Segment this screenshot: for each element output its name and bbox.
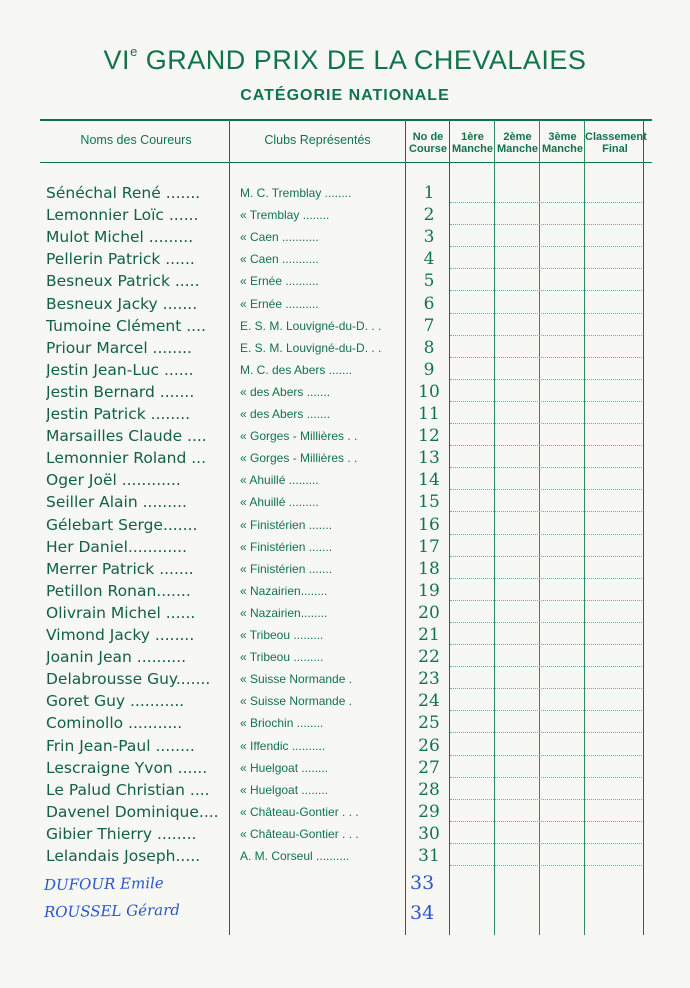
- table-row: [0, 182, 690, 204]
- result-row-guide: [450, 600, 642, 601]
- result-row-guide: [450, 423, 642, 424]
- rider-name: Lescraigne Yvon ......: [46, 758, 208, 777]
- club-name: « Nazairien........: [240, 605, 328, 620]
- table-row: [0, 580, 690, 602]
- race-number: 10: [418, 381, 440, 402]
- race-number: 2: [423, 205, 435, 226]
- club-name: « Gorges - Millières . .: [240, 451, 358, 466]
- header-classement-final: [585, 131, 645, 155]
- header-no-course-line1: No de: [412, 131, 444, 143]
- table-row: [0, 204, 690, 226]
- race-number: 1: [423, 183, 435, 203]
- rider-name: Seiller Alain .........: [46, 493, 187, 512]
- table-row: [0, 381, 690, 403]
- rider-name: Gélebart Serge.......: [46, 515, 198, 534]
- club-name: « Iffendic ..........: [240, 738, 326, 753]
- header-manche-3-line2: Manche: [542, 143, 583, 155]
- handwritten-number: 34: [410, 902, 435, 924]
- club-name: « Huelgoat ........: [240, 760, 329, 775]
- result-row-guide: [450, 666, 642, 667]
- table-row: [0, 845, 690, 867]
- race-number: 7: [423, 315, 435, 336]
- club-name: « Tribeou .........: [240, 628, 324, 642]
- result-row-guide: [450, 556, 642, 557]
- result-row-guide: [450, 578, 642, 579]
- club-name: « Caen ...........: [240, 230, 319, 245]
- title-text: GRAND PRIX DE LA CHEVALAIES: [137, 45, 587, 75]
- rider-name: Frin Jean-Paul ........: [46, 736, 195, 755]
- result-row-guide: [450, 511, 642, 512]
- table-row: [0, 447, 690, 469]
- result-row-guide: [450, 534, 642, 535]
- rider-name: Jestin Jean-Luc ......: [46, 360, 194, 379]
- rider-name: Cominollo ...........: [46, 714, 183, 733]
- club-name: « Château-Gontier . . .: [240, 804, 359, 819]
- rider-name: Pellerin Patrick ......: [46, 250, 195, 269]
- table-row: [0, 425, 690, 447]
- race-number: 31: [418, 846, 440, 866]
- club-name: « Suisse Normande .: [240, 672, 353, 687]
- race-number: 3: [423, 227, 435, 248]
- rider-name: Marsailles Claude ....: [46, 427, 207, 446]
- race-number: 11: [418, 404, 440, 424]
- race-number: 8: [423, 337, 435, 358]
- title-numeral: VI: [103, 45, 131, 75]
- table-row: [0, 624, 690, 646]
- header-manche-2: [495, 131, 540, 155]
- table-row: [0, 668, 690, 690]
- race-number: 23: [418, 669, 440, 690]
- table-row: [0, 359, 690, 381]
- table-row: [0, 514, 690, 536]
- table-row: [0, 801, 690, 823]
- result-row-guide: [450, 732, 642, 733]
- rider-name: Gibier Thierry ........: [46, 824, 197, 843]
- rider-name: Lelandais Joseph.....: [46, 847, 201, 865]
- result-row-guide: [450, 865, 642, 866]
- rider-name: Davenel Dominique....: [46, 802, 219, 821]
- race-number: 13: [418, 448, 440, 469]
- table-row: [0, 823, 690, 845]
- club-name: M. C. Tremblay ........: [240, 186, 352, 200]
- club-name: « Tribeou .........: [240, 650, 324, 665]
- result-row-guide: [450, 489, 642, 490]
- result-row-guide: [450, 357, 642, 358]
- result-row-guide: [450, 821, 642, 822]
- result-row-guide: [450, 644, 642, 645]
- race-number: 22: [418, 647, 440, 668]
- header-manche-2-line1: 2ème: [503, 131, 532, 143]
- handwritten-name: DUFOUR Emile: [43, 873, 164, 895]
- race-number: 25: [418, 713, 440, 734]
- club-name: « Caen ...........: [240, 252, 319, 267]
- table-row: [0, 690, 690, 712]
- table-row: [0, 226, 690, 248]
- club-name: « Briochin ........: [240, 716, 324, 731]
- result-row-guide: [450, 379, 642, 380]
- result-row-guide: [450, 290, 642, 291]
- result-row-guide: [450, 313, 642, 314]
- club-name: E. S. M. Louvigné-du-D. . .: [240, 340, 382, 355]
- table-row: [0, 712, 690, 734]
- race-number: 16: [418, 514, 440, 535]
- race-number: 24: [418, 691, 440, 712]
- result-row-guide: [450, 755, 642, 756]
- race-number: 27: [418, 757, 440, 778]
- table-row: [0, 536, 690, 558]
- header-manche-3: [540, 131, 585, 155]
- table-row: [0, 646, 690, 668]
- header-manche-1: [450, 131, 495, 155]
- club-name: E. S. M. Louvigné-du-D. . .: [240, 318, 382, 333]
- race-number: 9: [423, 359, 435, 380]
- table-row: [0, 270, 690, 292]
- race-number: 15: [418, 492, 440, 513]
- result-row-guide: [450, 622, 642, 623]
- club-name: « des Abers .......: [240, 407, 331, 421]
- table-row: [0, 315, 690, 337]
- table-row: [0, 491, 690, 513]
- table-row: [0, 293, 690, 315]
- club-name: « Huelgoat ........: [240, 782, 329, 797]
- race-number: 28: [418, 779, 440, 800]
- rider-name: Le Palud Christian ....: [46, 780, 210, 799]
- result-row-guide: [450, 401, 642, 402]
- race-number: 30: [418, 823, 440, 844]
- result-row-guide: [450, 710, 642, 711]
- rider-name: Lemonnier Roland ...: [46, 449, 207, 468]
- club-name: « Ahuillé .........: [240, 495, 319, 510]
- rider-name: Besneux Patrick .....: [46, 272, 200, 291]
- club-name: « Gorges - Millières . .: [240, 429, 358, 444]
- race-number: 4: [423, 249, 435, 270]
- club-name: « des Abers .......: [240, 384, 331, 399]
- club-name: « Ernée ..........: [240, 296, 319, 311]
- result-row-guide: [450, 777, 642, 778]
- table-row: [0, 779, 690, 801]
- race-number: 6: [423, 293, 435, 314]
- club-name: A. M. Corseul ..........: [240, 849, 350, 863]
- rider-name: Vimond Jacky ........: [46, 626, 195, 644]
- club-name: « Finistérien .......: [240, 539, 333, 554]
- rider-name: Her Daniel............: [46, 537, 188, 556]
- result-row-guide: [450, 335, 642, 336]
- result-row-guide: [450, 799, 642, 800]
- race-number: 19: [418, 580, 440, 601]
- rider-name: Jestin Patrick ........: [46, 405, 191, 423]
- rider-name: Delabrousse Guy.......: [46, 670, 211, 689]
- rider-name: Priour Marcel ........: [46, 338, 192, 357]
- race-number: 12: [418, 426, 440, 447]
- rider-name: Jestin Bernard .......: [46, 382, 195, 401]
- rider-name: Besneux Jacky .......: [46, 294, 198, 313]
- table-row: [0, 735, 690, 757]
- result-row-guide: [450, 246, 642, 247]
- race-number: 5: [423, 271, 435, 292]
- club-name: « Nazairien........: [240, 583, 328, 598]
- handwritten-name: ROUSSEL Gérard: [43, 900, 181, 922]
- rider-name: Petillon Ronan.......: [46, 581, 191, 600]
- race-number: 17: [418, 536, 440, 557]
- rider-name: Merrer Patrick .......: [46, 559, 194, 578]
- handwritten-number: 33: [410, 872, 435, 894]
- result-row-guide: [450, 843, 642, 844]
- header-manche-2-line2: Manche: [497, 143, 538, 155]
- rider-name: Oger Joël ............: [46, 471, 181, 490]
- race-number: 18: [418, 558, 440, 579]
- rider-name: Olivrain Michel ......: [46, 603, 196, 622]
- header-no-course: [406, 131, 450, 155]
- table-row: [0, 337, 690, 359]
- race-number: 14: [418, 470, 440, 491]
- club-name: « Ernée ..........: [240, 274, 319, 289]
- page-title: [0, 44, 690, 76]
- table-row: [0, 558, 690, 580]
- table-row: [0, 469, 690, 491]
- rider-name: Lemonnier Loïc ......: [46, 206, 199, 225]
- result-row-guide: [450, 202, 642, 203]
- result-row-guide: [450, 467, 642, 468]
- table-row: [0, 757, 690, 779]
- header-noms: Noms des Coureurs: [80, 133, 192, 147]
- title-superscript: e: [130, 44, 138, 59]
- header-no-course-line2: Course: [409, 143, 447, 155]
- race-number: 29: [418, 801, 440, 822]
- header-manche-3-line1: 3ème: [548, 131, 577, 143]
- rider-name: Sénéchal René .......: [46, 184, 201, 202]
- race-number: 26: [418, 735, 440, 756]
- club-name: « Finistérien .......: [240, 561, 333, 576]
- table-row: [0, 602, 690, 624]
- race-number: 21: [418, 625, 440, 645]
- header-manche-1-line1: 1ère: [461, 131, 484, 143]
- club-name: « Suisse Normande .: [240, 694, 353, 709]
- result-row-guide: [450, 224, 642, 225]
- table-row: [0, 248, 690, 270]
- header-manche-1-line2: Manche: [452, 143, 493, 155]
- club-name: « Ahuillé .........: [240, 473, 319, 488]
- rider-name: Joanin Jean ..........: [46, 648, 187, 667]
- table-top-rule: [40, 119, 652, 121]
- header-final-line1: Classement: [585, 131, 647, 143]
- header-clubs: Clubs Représentés: [264, 133, 371, 147]
- rider-name: Mulot Michel .........: [46, 228, 194, 247]
- race-number: 20: [418, 602, 440, 623]
- club-name: M. C. des Abers .......: [240, 362, 353, 377]
- category-subtitle: CATÉGORIE NATIONALE: [240, 87, 450, 104]
- club-name: « Tremblay ........: [240, 208, 330, 223]
- result-row-guide: [450, 445, 642, 446]
- rider-name: Tumoine Clément ....: [46, 316, 206, 335]
- club-name: « Château-Gontier . . .: [240, 826, 359, 841]
- rider-name: Goret Guy ...........: [46, 692, 185, 711]
- table-row: [0, 403, 690, 425]
- result-row-guide: [450, 688, 642, 689]
- club-name: « Finistérien .......: [240, 517, 333, 532]
- header-final-line2: Final: [602, 143, 628, 155]
- table-header-rule: [40, 162, 652, 163]
- result-row-guide: [450, 268, 642, 269]
